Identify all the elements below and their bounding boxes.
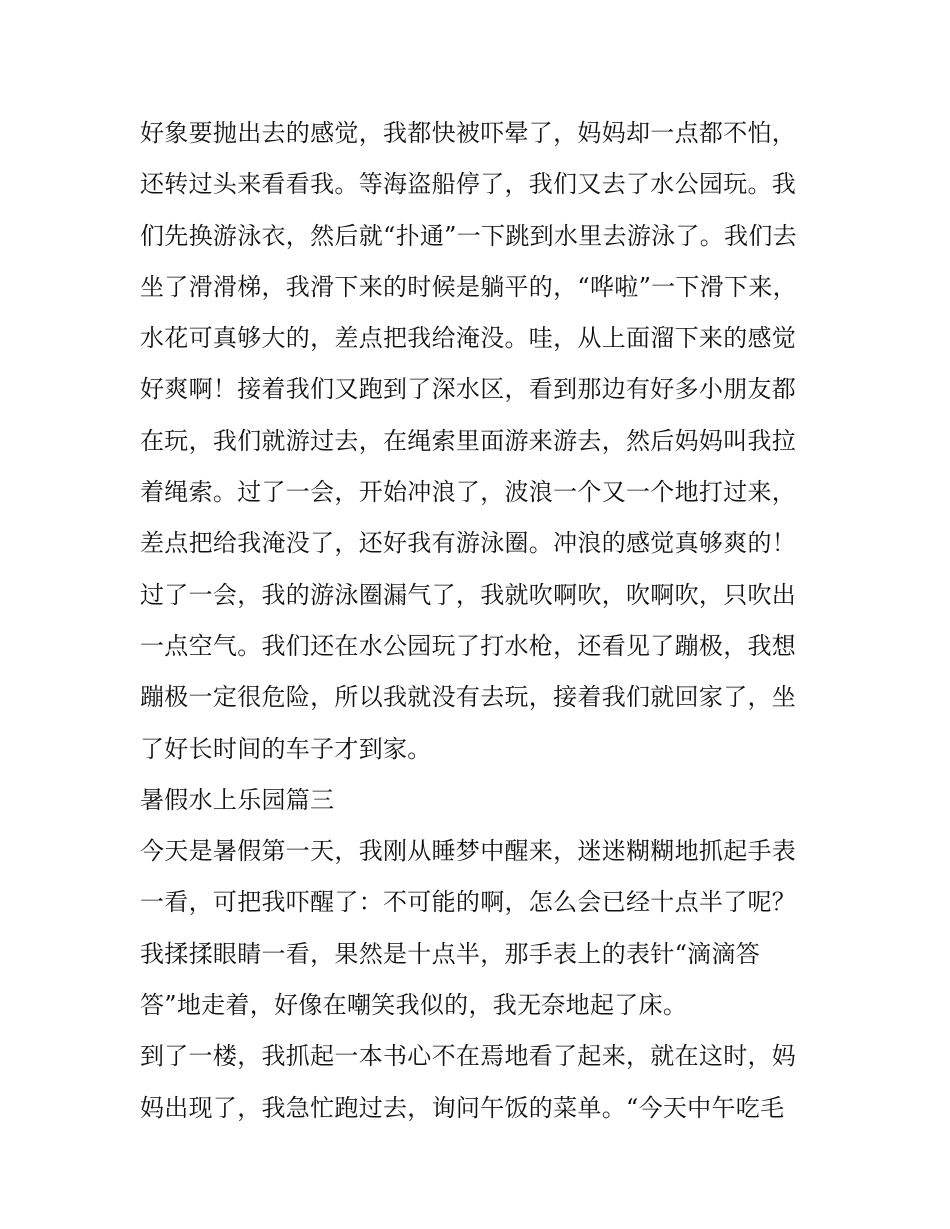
text-line: 着绳索。过了一会，开始冲浪了，波浪一个又一个地打过来，	[140, 478, 797, 507]
text-line: 蹦极一定很危险，所以我就没有去玩，接着我们就回家了，坐	[140, 683, 797, 712]
text-line: 好爽啊！接着我们又跑到了深水区，看到那边有好多小朋友都	[140, 375, 797, 404]
text-line: 答”地走着，好像在嘲笑我似的，我无奈地起了床。	[140, 991, 688, 1020]
section-heading: 暑假水上乐园篇三	[140, 785, 335, 814]
text-line: 一点空气。我们还在水公园玩了打水枪，还看见了蹦极，我想	[140, 631, 797, 660]
text-line: 今天是暑假第一天，我刚从睡梦中醒来，迷迷糊糊地抓起手表	[140, 837, 797, 866]
text-line: 了好长时间的车子才到家。	[140, 734, 432, 763]
text-line: 在玩，我们就游过去，在绳索里面游来游去，然后妈妈叫我拉	[140, 426, 797, 455]
text-line: 还转过头来看看我。等海盗船停了，我们又去了水公园玩。我	[140, 170, 797, 199]
text-line: 水花可真够大的，差点把我给淹没。哇，从上面溜下来的感觉	[140, 324, 797, 353]
text-line: 坐了滑滑梯，我滑下来的时候是躺平的，“哗啦”一下滑下来，	[140, 272, 797, 301]
text-line: 差点把给我淹没了，还好我有游泳圈。冲浪的感觉真够爽的！	[140, 529, 797, 558]
text-line: 妈出现了，我急忙跑过去，询问午饭的菜单。“今天中午吃毛	[140, 1093, 785, 1122]
text-line: 好象要抛出去的感觉，我都快被吓晕了，妈妈却一点都不怕，	[140, 119, 797, 147]
text-line: 一看，可把我吓醒了：不可能的啊，怎么会已经十点半了呢？	[140, 888, 797, 917]
text-line: 过了一会，我的游泳圈漏气了，我就吹啊吹，吹啊吹，只吹出	[140, 580, 797, 609]
body-text	[140, 108, 820, 1134]
text-line: 们先换游泳衣，然后就“扑通”一下跳到水里去游泳了。我们去	[140, 221, 797, 250]
text-line: 我揉揉眼睛一看，果然是十点半，那手表上的表针“滴滴答	[140, 939, 761, 968]
text-line: 到了一楼，我抓起一本书心不在焉地看了起来，就在这时，妈	[140, 1042, 797, 1071]
